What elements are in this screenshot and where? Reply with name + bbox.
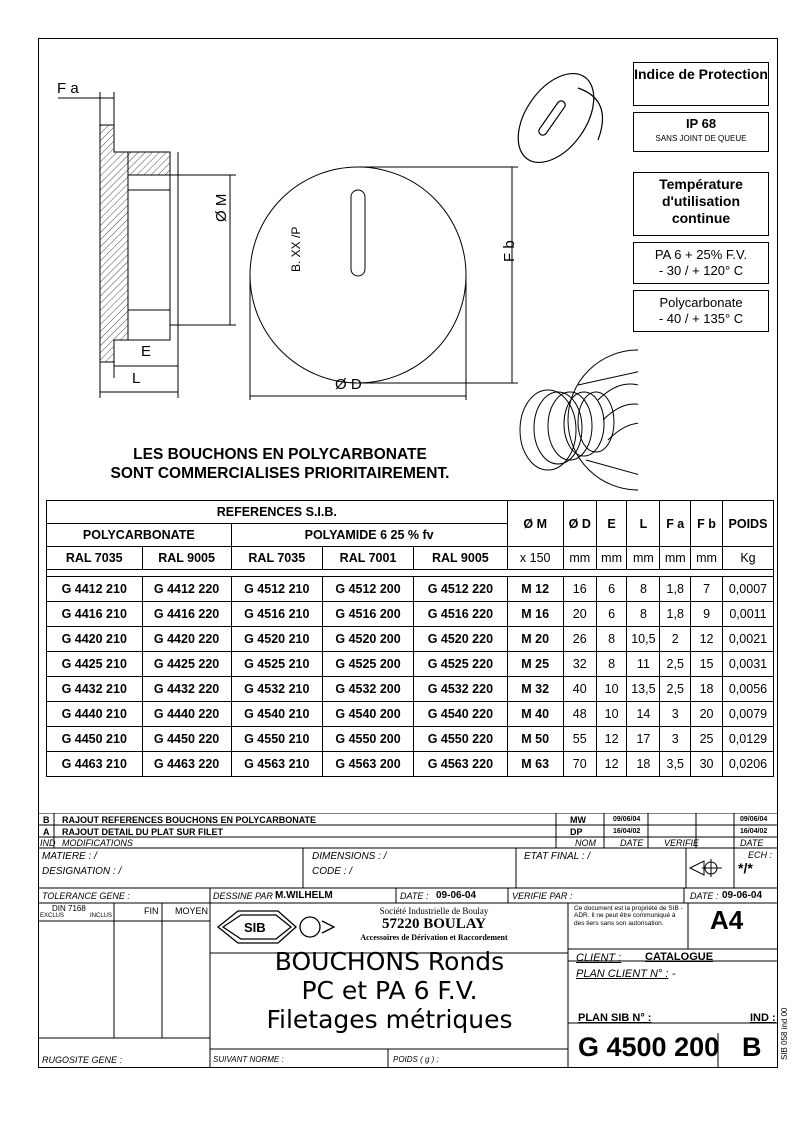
table-cell: 2 [660, 627, 691, 652]
table-cell: G 4463 210 [47, 752, 143, 777]
company [344, 906, 524, 942]
table-cell: 18 [691, 677, 723, 702]
temperature-title-2: d'utilisation [662, 192, 740, 209]
table-cell: G 4516 220 [414, 602, 507, 627]
table-cell: 8 [596, 652, 627, 677]
table-cell: G 4563 220 [414, 752, 507, 777]
table-cell: 25 [691, 727, 723, 752]
confidential-note: Ce document est la propriété de SIB - ADR. Il ne peut être communiqué à des tiers sans son autorisation. [574, 905, 683, 927]
table-row [47, 752, 774, 777]
front-marking: B. XX /P [289, 226, 303, 272]
table-cell: G 4550 200 [322, 727, 413, 752]
sub-cell: mm [627, 547, 660, 570]
temperature-pc-range: - 40 / + 135° C [658, 310, 744, 326]
table-cell: G 4516 200 [322, 602, 413, 627]
table-cell: G 4540 200 [322, 702, 413, 727]
table-cell: 1,8 [660, 577, 691, 602]
table-body [47, 577, 774, 777]
table-cell: 12 [596, 752, 627, 777]
table-cell: 0,0031 [722, 652, 773, 677]
table-cell: 0,0007 [722, 577, 773, 602]
label-dm: Ø M [213, 193, 230, 222]
table-cell: 6 [596, 602, 627, 627]
rev-a-ind: A [43, 827, 50, 837]
fin: FIN [144, 906, 159, 916]
temperature-pa-range: - 30 / + 120° C [658, 262, 744, 278]
protection-rating: IP 68 [685, 116, 717, 131]
ind-value: B [742, 1032, 762, 1062]
table-cell: 70 [563, 752, 596, 777]
side-reference: SIB 058 ind 00 [780, 1007, 789, 1060]
table-cell: 20 [691, 702, 723, 727]
company-line-1: Société Industrielle de Boulay [379, 906, 489, 916]
label-fb: F b [501, 240, 518, 262]
etat-final: ETAT FINAL : / [524, 851, 591, 862]
table-gap [47, 570, 774, 577]
header-poids: POIDS [722, 501, 773, 547]
table-cell: 0,0011 [722, 602, 773, 627]
sub-cell: Kg [722, 547, 773, 570]
client-label: CLIENT : [576, 952, 622, 964]
table-cell: G 4450 210 [47, 727, 143, 752]
sub-cell: mm [691, 547, 723, 570]
table-sub-row [47, 547, 774, 570]
table-cell: 10 [596, 702, 627, 727]
table-cell: G 4525 220 [414, 652, 507, 677]
sub-cell: RAL 7001 [322, 547, 413, 570]
table-row [47, 702, 774, 727]
date2-label: DATE : [690, 891, 719, 901]
sub-cell: mm [596, 547, 627, 570]
temperature-pc-label: Polycarbonate [659, 295, 743, 310]
table-cell: G 4520 200 [322, 627, 413, 652]
label-l: L [132, 370, 141, 387]
temperature-pc-box [633, 290, 769, 332]
table-cell: 8 [627, 577, 660, 602]
table-cell: 32 [563, 652, 596, 677]
date2-value: 09-06-04 [722, 890, 763, 901]
table-cell: G 4440 220 [142, 702, 231, 727]
inclus: INCLUS [90, 913, 113, 919]
table-cell: 0,0021 [722, 627, 773, 652]
company-line-2: 57220 BOULAY [381, 916, 487, 932]
rev-h-date2: DATE [740, 838, 764, 848]
main-title-2: PC et PA 6 F.V. [301, 975, 478, 1005]
header-dd: Ø D [563, 501, 596, 547]
table-cell: 18 [627, 752, 660, 777]
table-cell: 6 [596, 577, 627, 602]
table-row [47, 652, 774, 677]
rev-b-date2: 09/06/04 [740, 816, 768, 823]
table-cell: G 4532 220 [414, 677, 507, 702]
notice [60, 445, 500, 484]
table-cell: M 12 [507, 577, 563, 602]
header-pc: POLYCARBONATE [47, 524, 232, 547]
table-cell: G 4550 220 [414, 727, 507, 752]
table-cell: G 4412 210 [47, 577, 143, 602]
designation: DESIGNATION : / [42, 866, 122, 877]
table-cell: 10 [596, 677, 627, 702]
table-cell: M 32 [507, 677, 563, 702]
table-cell: G 4463 220 [142, 752, 231, 777]
company-line-3: Accessoires de Dérivation et Raccordement [360, 933, 508, 942]
main-title-1: BOUCHONS Ronds [274, 947, 505, 976]
table-cell: 13,5 [627, 677, 660, 702]
header-e: E [596, 501, 627, 547]
header-dm: Ø M [507, 501, 563, 547]
notice-line-1: LES BOUCHONS EN POLYCARBONATE [133, 446, 427, 463]
sub-cell: RAL 7035 [231, 547, 322, 570]
rev-b-ind: B [43, 815, 50, 825]
table-cell: 11 [627, 652, 660, 677]
sib-logo [218, 911, 334, 943]
table-cell: G 4432 210 [47, 677, 143, 702]
table-row [47, 577, 774, 602]
date-label: DATE : [400, 891, 429, 901]
table-cell: G 4440 210 [47, 702, 143, 727]
header-fa: F a [660, 501, 691, 547]
table-row [47, 602, 774, 627]
ind-label: IND : [750, 1012, 776, 1024]
moyen: MOYEN [175, 906, 209, 916]
code: CODE : / [312, 866, 353, 877]
tolerance: TOLERANCE GENE : [42, 891, 130, 901]
sub-cell: RAL 9005 [142, 547, 231, 570]
table-cell: 0,0129 [722, 727, 773, 752]
dessine-label: DESSINE PAR : [213, 891, 278, 901]
temperature-title-3: continue [671, 209, 731, 226]
table-cell: 55 [563, 727, 596, 752]
sub-cell: RAL 7035 [47, 547, 143, 570]
label-e: E [141, 343, 152, 360]
ech-label: ECH : [748, 850, 773, 860]
table-cell: G 4420 210 [47, 627, 143, 652]
table-cell: G 4420 220 [142, 627, 231, 652]
table-header-row [47, 501, 774, 524]
verifie-label: VERIFIE PAR : [512, 891, 573, 901]
plan-number: G 4500 200 [578, 1032, 720, 1062]
protection-rating-box [633, 112, 769, 152]
table-cell: M 25 [507, 652, 563, 677]
table-row [47, 677, 774, 702]
rev-a-date2: 16/04/02 [740, 828, 768, 835]
main-title [212, 948, 567, 1034]
isometric-view-bottom [520, 350, 638, 490]
client-value: CATALOGUE [645, 951, 714, 963]
sub-cell: x 150 [507, 547, 563, 570]
table-cell: 15 [691, 652, 723, 677]
front-view [250, 167, 518, 400]
table-cell: G 4525 210 [231, 652, 322, 677]
rev-a-text: RAJOUT DETAIL DU PLAT SUR FILET [62, 827, 223, 837]
format: A4 [710, 905, 744, 935]
table-cell: 10,5 [627, 627, 660, 652]
header-pa: POLYAMIDE 6 25 % fv [231, 524, 507, 547]
table-cell: 12 [691, 627, 723, 652]
table-cell: G 4425 210 [47, 652, 143, 677]
temperature-title-box [633, 172, 769, 236]
table-cell: 20 [563, 602, 596, 627]
table-cell: 14 [627, 702, 660, 727]
table-cell: 8 [627, 602, 660, 627]
header-fb: F b [691, 501, 723, 547]
table-cell: 16 [563, 577, 596, 602]
table-cell: G 4520 210 [231, 627, 322, 652]
sub-cell: mm [660, 547, 691, 570]
temperature-pa-label: PA 6 + 25% F.V. [654, 247, 748, 262]
table-cell: G 4563 210 [231, 752, 322, 777]
label-dd: Ø D [335, 376, 362, 393]
table-cell: 2,5 [660, 677, 691, 702]
sub-cell: mm [563, 547, 596, 570]
table-cell: G 4532 210 [231, 677, 322, 702]
rev-b-text: RAJOUT REFERENCES BOUCHONS EN POLYCARBONATE [62, 815, 317, 825]
table-cell: M 20 [507, 627, 563, 652]
table-cell: 3,5 [660, 752, 691, 777]
table-cell: M 63 [507, 752, 563, 777]
table-cell: M 16 [507, 602, 563, 627]
protection-title-box: Indice de Protection [633, 62, 769, 106]
rev-h-mod: MODIFICATIONS [62, 838, 133, 848]
table-cell: M 40 [507, 702, 563, 727]
rev-h-ind: IND [40, 838, 56, 848]
rev-h-date: DATE [620, 838, 644, 848]
rugosite: RUGOSITE GENE : [42, 1055, 123, 1065]
header-l: L [627, 501, 660, 547]
table-cell: G 4516 210 [231, 602, 322, 627]
table-cell: G 4450 220 [142, 727, 231, 752]
table-cell: G 4425 220 [142, 652, 231, 677]
notice-line-2: SONT COMMERCIALISES PRIORITAIREMENT. [110, 465, 450, 483]
plan-sib-label: PLAN SIB N° : [578, 1012, 652, 1024]
references-table [46, 500, 774, 777]
dimensions: DIMENSIONS : / [312, 851, 387, 862]
table-cell: G 4416 210 [47, 602, 143, 627]
din: DIN 7168 [52, 904, 86, 913]
table-cell: 30 [691, 752, 723, 777]
table-cell: 3 [660, 727, 691, 752]
table-cell: M 50 [507, 727, 563, 752]
table-cell: G 4540 210 [231, 702, 322, 727]
table-cell: 7 [691, 577, 723, 602]
table-cell: G 4540 220 [414, 702, 507, 727]
main-title-3: Filetages métriques [266, 1004, 513, 1034]
rev-b-date: 09/06/04 [613, 816, 641, 823]
table-cell: 48 [563, 702, 596, 727]
rev-h-nom: NOM [575, 838, 596, 848]
rev-a-date: 16/04/02 [613, 828, 641, 835]
table-cell: 0,0079 [722, 702, 773, 727]
table-cell: 26 [563, 627, 596, 652]
rev-h-verifie: VERIFIE [664, 838, 700, 848]
exclus: EXCLUS [40, 913, 65, 919]
rev-b-nom: MW [570, 815, 586, 825]
plan-client-label: PLAN CLIENT N° : [576, 968, 669, 980]
label-fa: F a [57, 80, 79, 97]
header-refs: REFERENCES S.I.B. [47, 501, 508, 524]
date-value: 09-06-04 [436, 890, 477, 901]
table-cell: 2,5 [660, 652, 691, 677]
table-cell: G 4512 220 [414, 577, 507, 602]
suivant-norme: SUIVANT NORME : [213, 1055, 284, 1064]
table-cell: 9 [691, 602, 723, 627]
logo-text: SIB [244, 920, 266, 935]
matiere: MATIERE : / [42, 851, 97, 862]
poids-label: POIDS ( g ) : [393, 1055, 439, 1064]
technical-drawing [38, 40, 638, 495]
table-cell: G 4412 220 [142, 577, 231, 602]
table-cell: G 4563 200 [322, 752, 413, 777]
table-cell: G 4525 200 [322, 652, 413, 677]
table-cell: 17 [627, 727, 660, 752]
table-cell: 1,8 [660, 602, 691, 627]
table-row [47, 627, 774, 652]
isometric-view-top [503, 60, 610, 176]
table-cell: G 4512 200 [322, 577, 413, 602]
rev-a-nom: DP [570, 827, 583, 837]
table-cell: G 4532 200 [322, 677, 413, 702]
table-cell: 3 [660, 702, 691, 727]
dessine-value: M.WILHELM [275, 890, 333, 901]
table-cell: G 4520 220 [414, 627, 507, 652]
table-cell: G 4512 210 [231, 577, 322, 602]
temperature-title-1: Température [659, 176, 743, 192]
table-cell: G 4416 220 [142, 602, 231, 627]
ech-value: */* [738, 860, 753, 876]
temperature-pa-box [633, 242, 769, 284]
plan-client-value: - [672, 968, 676, 980]
table-cell: G 4432 220 [142, 677, 231, 702]
table-cell: 8 [596, 627, 627, 652]
table-cell: 12 [596, 727, 627, 752]
table-cell: G 4550 210 [231, 727, 322, 752]
table-cell: 40 [563, 677, 596, 702]
table-cell: 0,0056 [722, 677, 773, 702]
table-cell: 0,0206 [722, 752, 773, 777]
protection-note: SANS JOINT DE QUEUE [655, 133, 747, 143]
sub-cell: RAL 9005 [414, 547, 507, 570]
table-row [47, 727, 774, 752]
